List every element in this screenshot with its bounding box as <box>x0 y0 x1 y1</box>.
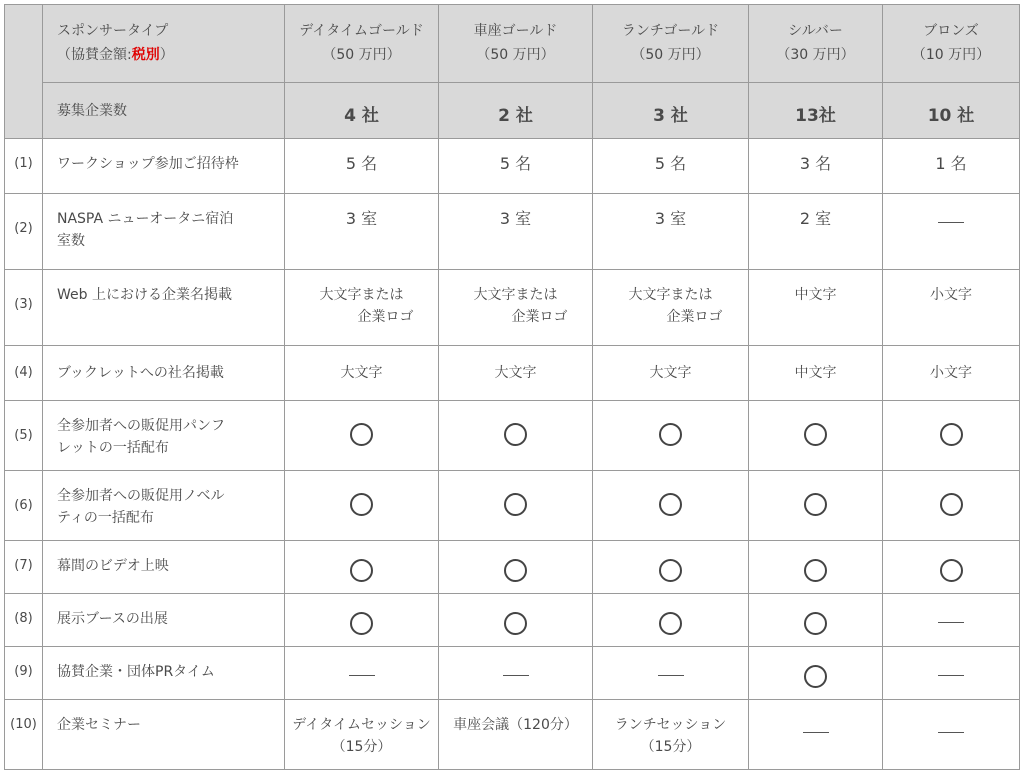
table-cell: 大文字または 企業ロゴ <box>285 270 439 346</box>
table-cell: 車座会議（120分） <box>439 700 593 770</box>
not-available-dash <box>803 732 829 733</box>
recruit-count-silver: 13社 <box>749 83 883 139</box>
recruit-count-lunch-gold: 3 社 <box>593 83 749 139</box>
row-number: (1) <box>5 139 43 194</box>
table-cell: 5 名 <box>593 139 749 194</box>
table-row <box>5 346 1020 401</box>
circle-mark-icon <box>940 559 963 582</box>
table-cell: 大文字または 企業ロゴ <box>593 270 749 346</box>
not-available-dash <box>349 675 375 676</box>
circle-mark-icon <box>350 559 373 582</box>
table-cell: 3 名 <box>749 139 883 194</box>
table-cell <box>593 401 749 471</box>
table-cell: 中文字 <box>749 346 883 401</box>
column-header-bronze: ブロンズ （10 万円） <box>883 5 1020 83</box>
table-cell <box>285 541 439 594</box>
row-number: (6) <box>5 471 43 541</box>
row-number: (3) <box>5 270 43 346</box>
table-cell <box>285 647 439 700</box>
table-cell <box>749 401 883 471</box>
row-number: (9) <box>5 647 43 700</box>
table-cell <box>749 541 883 594</box>
recruit-row <box>5 83 1020 139</box>
table-cell: 3 室 <box>285 194 439 270</box>
table-row <box>5 194 1020 270</box>
column-header-silver: シルバー （30 万円） <box>749 5 883 83</box>
table-row <box>5 270 1020 346</box>
row-label: 幕間のビデオ上映 <box>43 541 285 594</box>
circle-mark-icon <box>504 612 527 635</box>
row-number: (10) <box>5 700 43 770</box>
recruit-count-kurumaza-gold: 2 社 <box>439 83 593 139</box>
header-row <box>5 5 1020 83</box>
table-cell: 大文字または 企業ロゴ <box>439 270 593 346</box>
row-label: 全参加者への販促用ノベル ティの一括配布 <box>43 471 285 541</box>
circle-mark-icon <box>504 559 527 582</box>
circle-mark-icon <box>804 612 827 635</box>
row-number: (8) <box>5 594 43 647</box>
table-cell: ランチセッション （15分） <box>593 700 749 770</box>
amount-suffix: ） <box>159 47 174 63</box>
table-cell <box>883 541 1020 594</box>
table-cell <box>883 647 1020 700</box>
row-label: 協賛企業・団体PRタイム <box>43 647 285 700</box>
circle-mark-icon <box>504 493 527 516</box>
not-available-dash <box>503 675 529 676</box>
table-row <box>5 541 1020 594</box>
header-corner <box>5 5 43 139</box>
sponsor-type-label: スポンサータイプ <box>57 23 169 39</box>
circle-mark-icon <box>804 665 827 688</box>
row-number: (4) <box>5 346 43 401</box>
circle-mark-icon <box>659 612 682 635</box>
table-cell: 大文字 <box>593 346 749 401</box>
table-cell <box>439 647 593 700</box>
table-cell <box>593 471 749 541</box>
table-cell <box>285 471 439 541</box>
circle-mark-icon <box>940 493 963 516</box>
column-header-kurumaza-gold: 車座ゴールド （50 万円） <box>439 5 593 83</box>
circle-mark-icon <box>350 493 373 516</box>
table-cell <box>749 594 883 647</box>
table-cell: 大文字 <box>285 346 439 401</box>
recruit-count-bronze: 10 社 <box>883 83 1020 139</box>
column-header-daytime-gold: デイタイムゴールド （50 万円） <box>285 5 439 83</box>
row-label: ワークショップ参加ご招待枠 <box>43 139 285 194</box>
recruit-label: 募集企業数 <box>43 83 285 139</box>
table-cell: 3 室 <box>593 194 749 270</box>
table-row <box>5 700 1020 770</box>
table-cell: 2 室 <box>749 194 883 270</box>
circle-mark-icon <box>659 493 682 516</box>
row-label: 全参加者への販促用パンフ レットの一括配布 <box>43 401 285 471</box>
circle-mark-icon <box>804 559 827 582</box>
circle-mark-icon <box>804 423 827 446</box>
circle-mark-icon <box>659 559 682 582</box>
table-cell <box>883 594 1020 647</box>
row-label: 展示ブースの出展 <box>43 594 285 647</box>
table-row <box>5 647 1020 700</box>
table-cell: 5 名 <box>285 139 439 194</box>
table-row <box>5 401 1020 471</box>
table-cell <box>593 541 749 594</box>
circle-mark-icon <box>504 423 527 446</box>
circle-mark-icon <box>350 423 373 446</box>
table-cell <box>593 594 749 647</box>
not-available-dash <box>938 222 964 223</box>
row-label: ブックレットへの社名掲載 <box>43 346 285 401</box>
not-available-dash <box>658 675 684 676</box>
sponsor-type-header <box>43 5 285 83</box>
circle-mark-icon <box>940 423 963 446</box>
table-cell <box>749 647 883 700</box>
table-cell <box>883 471 1020 541</box>
circle-mark-icon <box>659 423 682 446</box>
row-label: Web 上における企業名掲載 <box>43 270 285 346</box>
table-cell: 5 名 <box>439 139 593 194</box>
table-cell <box>439 401 593 471</box>
sponsor-table <box>4 4 1020 770</box>
table-cell <box>439 594 593 647</box>
table-cell: デイタイムセッション （15分） <box>285 700 439 770</box>
sponsor-amount-label <box>57 43 284 67</box>
row-label: NASPA ニューオータニ宿泊 室数 <box>43 194 285 270</box>
row-number: (5) <box>5 401 43 471</box>
table-cell <box>439 471 593 541</box>
amount-tax-emphasis: 税別 <box>131 47 160 63</box>
table-cell: 1 名 <box>883 139 1020 194</box>
not-available-dash <box>938 675 964 676</box>
row-number: (2) <box>5 194 43 270</box>
table-cell <box>593 647 749 700</box>
table-cell <box>285 401 439 471</box>
table-cell: 小文字 <box>883 270 1020 346</box>
column-header-lunch-gold: ランチゴールド （50 万円） <box>593 5 749 83</box>
not-available-dash <box>938 622 964 623</box>
recruit-count-daytime-gold: 4 社 <box>285 83 439 139</box>
table-cell <box>883 194 1020 270</box>
table-row <box>5 594 1020 647</box>
row-number: (7) <box>5 541 43 594</box>
table-cell <box>749 700 883 770</box>
amount-prefix: （協賛金額: <box>57 47 132 63</box>
table-cell <box>883 401 1020 471</box>
circle-mark-icon <box>804 493 827 516</box>
table-cell: 大文字 <box>439 346 593 401</box>
circle-mark-icon <box>350 612 373 635</box>
table-row <box>5 139 1020 194</box>
table-cell <box>883 700 1020 770</box>
table-row <box>5 471 1020 541</box>
table-cell: 小文字 <box>883 346 1020 401</box>
table-cell <box>749 471 883 541</box>
table-cell <box>439 541 593 594</box>
table-cell: 中文字 <box>749 270 883 346</box>
table-cell <box>285 594 439 647</box>
table-cell: 3 室 <box>439 194 593 270</box>
not-available-dash <box>938 732 964 733</box>
row-label: 企業セミナー <box>43 700 285 770</box>
